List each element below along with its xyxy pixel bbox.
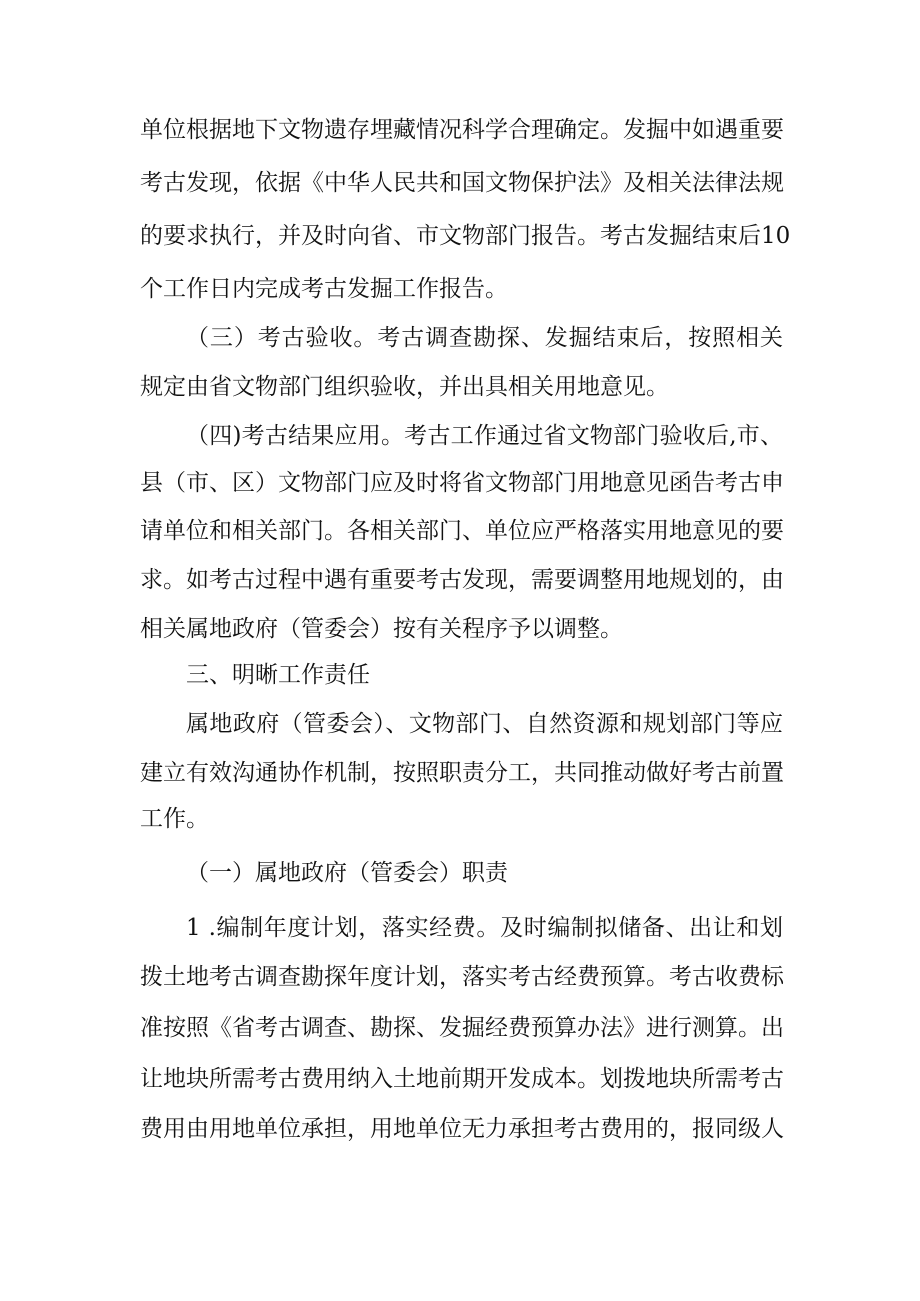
text-line: 的要求执行，并及时向省、市文物部门报告。考古发掘结束后10: [140, 223, 791, 249]
text-line: 准按照《省考古调查、勘探、发掘经费预算办法》进行测算。出: [140, 1015, 784, 1041]
text-line: 建立有效沟通协作机制，按照职责分工，共同推动做好考古前置: [140, 760, 784, 786]
text-line: 工作。: [140, 806, 209, 832]
text-line: 求。如考古过程中遇有重要考古发现，需要调整用地规划的，由: [140, 567, 784, 593]
subsection-heading: （一）属地政府（管委会）职责: [186, 860, 508, 886]
text-line: 考古发现，依据《中华人民共和国文物保护法》及相关法律法规: [140, 170, 784, 196]
text-line: 县（市、区）文物部门应及时将省文物部门用地意见函告考古申: [140, 470, 784, 496]
text-line: 相关属地政府（管委会）按有关程序予以调整。: [140, 616, 623, 642]
text-line: 费用由用地单位承担，用地单位无力承担考古费用的，报同级人: [140, 1116, 784, 1142]
text-line: 属地政府（管委会）、文物部门、自然资源和规划部门等应: [186, 711, 783, 737]
text-line: 拨土地考古调查勘探年度计划，落实考古经费预算。考古收费标: [140, 964, 784, 990]
text-line: 规定由省文物部门组织验收，并出具相关用地意见。: [140, 374, 669, 400]
text-line: （四)考古结果应用。考古工作通过省文物部门验收后,市、: [186, 423, 783, 449]
section-heading: 三、明晰工作责任: [186, 662, 370, 688]
text-line: 个工作日内完成考古发掘工作报告。: [140, 276, 508, 302]
text-line: 请单位和相关部门。各相关部门、单位应严格落实用地意见的要: [140, 518, 784, 544]
text-line: 1 .编制年度计划，落实经费。及时编制拟储备、出让和划: [186, 915, 783, 941]
text-line: 单位根据地下文物遗存埋藏情况科学合理确定。发掘中如遇重要: [140, 117, 784, 143]
text-line: （三）考古验收。考古调查勘探、发掘结束后，按照相关: [186, 325, 783, 351]
text-line: 让地块所需考古费用纳入土地前期开发成本。划拨地块所需考古: [140, 1066, 784, 1092]
